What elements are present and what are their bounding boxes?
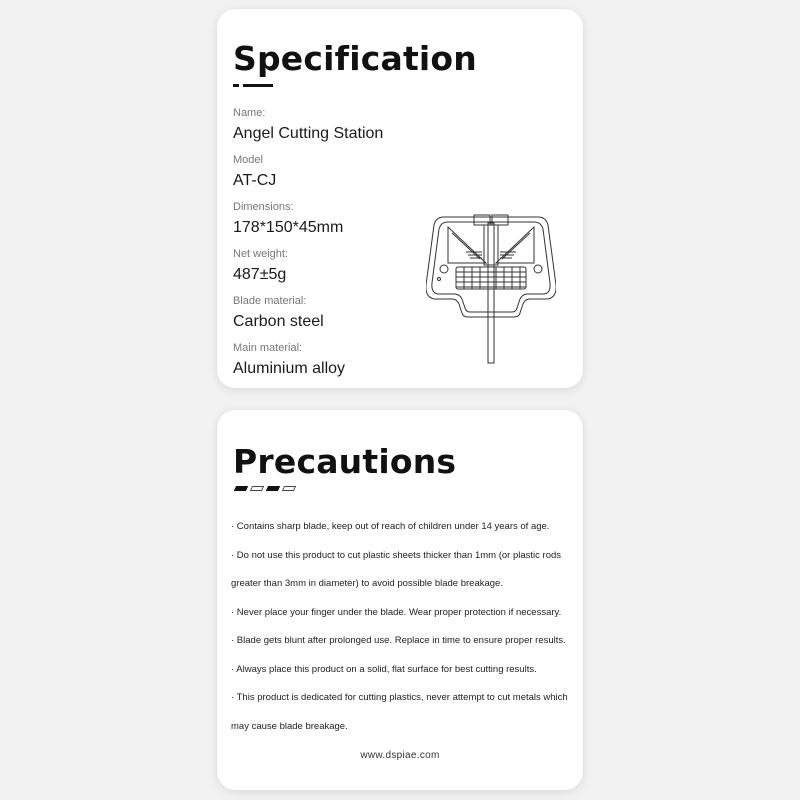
cutting-station-drawing <box>426 207 556 367</box>
precaution-line: · Blade gets blunt after prolonged use. Replace in time to ensure proper results. <box>231 635 566 646</box>
spec-value: 178*150*45mm <box>233 219 344 236</box>
spec-value: AT-CJ <box>233 172 277 189</box>
precaution-line: · Never place your finger under the blade. Wear proper protection if necessary. <box>231 606 562 618</box>
specification-title: Specification <box>233 39 477 78</box>
spec-label: Blade material: <box>233 295 307 307</box>
precautions-card <box>217 410 583 790</box>
precaution-line: · Do not use this product to cut plastic sheets thicker than 1mm (or plastic rods <box>231 549 562 561</box>
precaution-line: greater than 3mm in diameter) to avoid possible blade breakage. <box>231 578 503 589</box>
spec-value: 487±5g <box>233 266 287 283</box>
precaution-line: · Always place this product on a solid, flat surface for best cutting results. <box>231 663 537 675</box>
website-link[interactable]: www.dspiae.com <box>360 750 440 761</box>
precaution-line: · This product is dedicated for cutting plastics, never attempt to cut metals which <box>231 692 568 703</box>
precautions-title: Precautions <box>233 442 457 481</box>
spec-list <box>233 104 433 386</box>
precaution-line: may cause blade breakage. <box>231 720 348 732</box>
spec-label: Dimensions: <box>233 201 294 213</box>
spec-label: Main material: <box>233 342 303 354</box>
spec-item-blade-material <box>233 292 433 339</box>
spec-value: Carbon steel <box>233 313 324 330</box>
spec-item-model <box>233 151 433 198</box>
specification-card <box>217 9 583 388</box>
spec-value: Aluminium alloy <box>233 360 346 377</box>
spec-item-main-material <box>233 339 433 386</box>
precautions-list <box>231 513 576 741</box>
precaution-line: · Contains sharp blade, keep out of reach of children under 14 years of age. <box>231 521 550 532</box>
spec-item-name <box>233 104 433 151</box>
spec-label: Model <box>233 154 263 166</box>
spec-item-dimensions <box>233 198 433 245</box>
spec-value: Angel Cutting Station <box>233 125 384 142</box>
title-underline <box>233 84 273 87</box>
spec-label: Net weight: <box>233 248 289 260</box>
title-decoration <box>235 486 295 491</box>
spec-item-net-weight <box>233 245 433 292</box>
spec-label: Name: <box>233 107 266 119</box>
